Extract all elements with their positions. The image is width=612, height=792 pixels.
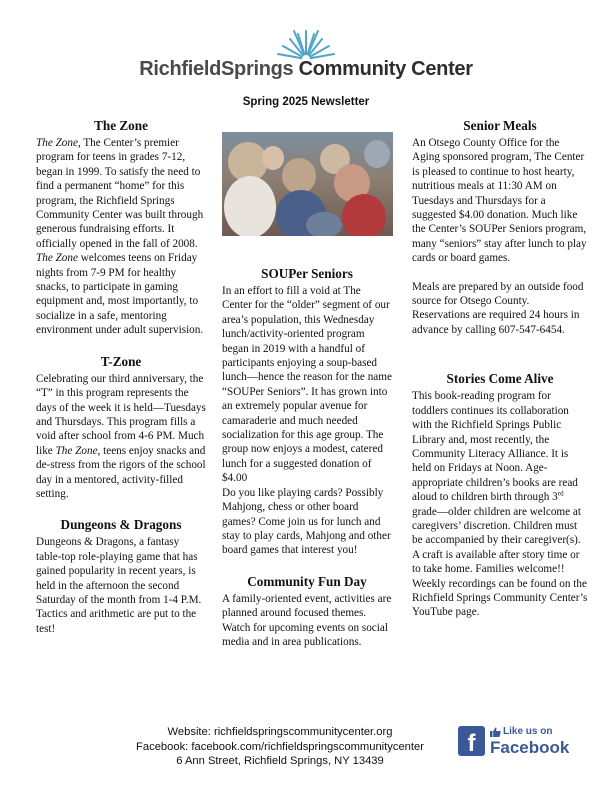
stories-text-part2: grade—older children are welcome at caregivers’ discretion. Children must be accompanied by their caregiver(s). A craft is available after story time or to take home. Families welcome!! Weekly recordings can be found on the Richfield Springs Community Center’s YouTube page. — [412, 505, 588, 619]
stories-come-alive-heading: Stories Come Alive — [446, 371, 554, 387]
footer-facebook[interactable]: Facebook: facebook.com/richfieldspringscommunitycenter — [136, 740, 424, 753]
column-right — [412, 118, 588, 620]
the-zone-text-part1: , The Center’s premier program for teens in grades 7-12, began in 1999. To satisfy the need to find a permanent “home” for this program, the Richfield Springs Community Center was built through generous fundraising efforts. It officially opened in the fall of 2008. — [36, 137, 204, 250]
stories-text-part1: This book-reading program for toddlers continues its collaboration with the Richfield Springs Public Library and, most recently, the Community Literacy Alliance. It is held on Fridays at Noon. Age-appropriate children’s books are read aloud to children birth through 3 — [412, 390, 578, 504]
t-zone-text-part1: Celebrating our third anniversary, the “T” in this program represents the days of the week it is held—Tuesdays and Thursdays. This program fills a void after school from 4-6 PM. Much like — [36, 372, 206, 457]
logo-part2: Community Center — [298, 58, 473, 80]
header — [0, 28, 612, 88]
community-fun-day-text: A family-oriented event, activities are planned around focused themes. Watch for upcoming events on social media and in area publications. — [222, 592, 392, 648]
souper-seniors-text: In an effort to fill a void at The Center for the “older” segment of our area’s population, this Wednesday lunch/activity-oriented program began in 2019 with a handful of participants enjoying a soup-based lunch—hence the reason for the name “SOUPer Seniors”. It has grown into an extremely popular avenue for camaraderie and much needed socialization for this age group. The group now enjoys a modest, catered lunch for a suggested donation of $4.00 — [222, 285, 392, 485]
facebook-like-badge[interactable] — [458, 724, 570, 758]
footer-contact — [90, 725, 470, 769]
column-middle — [222, 132, 392, 649]
thumbs-up-icon — [490, 727, 501, 737]
footer-address: 6 Ann Street, Richfield Springs, NY 13439 — [176, 755, 384, 768]
newsletter-subtitle: Spring 2025 Newsletter — [242, 96, 370, 108]
logo-wordmark — [0, 58, 612, 81]
t-zone-emphasis: The Zone — [55, 444, 98, 457]
dungeons-dragons-text: Dungeons & Dragons, a fantasy table-top role-playing game that has gained popularity in recent years, is held in the afternoon the second Saturday of the month from 1-4 P.M. Tactics and arithmetic are put to the test! — [36, 536, 202, 635]
stories-superscript: rd — [557, 489, 564, 498]
seniors-group-photo — [222, 132, 393, 236]
facebook-brand-text: Facebook — [490, 737, 570, 757]
the-zone-heading: The Zone — [94, 118, 148, 133]
dungeons-dragons-heading: Dungeons & Dragons — [60, 517, 182, 533]
t-zone-text-part2: , teens enjoy snacks and de-stress from the rigors of the school day in a mentored, activity-filled setting. — [36, 444, 206, 500]
facebook-like-text: Like us on — [503, 725, 553, 737]
logo-part1: RichfieldSprings — [139, 58, 294, 80]
senior-meals-text: An Otsego County Office for the Aging sponsored program, The Center is pleased to continue to host hearty, nutritious meals at 11:30 AM on Tuesdays and Thursdays for a suggested $4.00 donation. Much like the Center’s SOUPer Seniors program, many “seniors” stay after lunch to play cards or board games. — [412, 137, 587, 265]
facebook-f-icon: f — [458, 726, 485, 756]
senior-meals-text-2: Meals are prepared by an outside food source for Otsego County. Reservations are required 24 hours in advance by calling 607-547-6454. — [412, 280, 584, 336]
t-zone-heading: T-Zone — [100, 353, 142, 369]
t-zone-text — [36, 372, 206, 502]
souper-seniors-text-2: Do you like playing cards? Possibly Mahjong, chess or other board games? Come join us for lunch and stay to play cards, Mahjong and other board games that interest you! — [222, 486, 391, 557]
column-left — [36, 118, 206, 636]
the-zone-text-part2: welcomes teens on Friday nights from 7-9 PM for healthy snacks, to participate in gaming equipment and, most importantly, to socialize in a safe, mentoring environment under adult supervision. — [36, 252, 204, 337]
the-zone-emphasis: The Zone — [36, 137, 78, 149]
the-zone-emphasis-2: The Zone — [36, 252, 78, 265]
facebook-like-label — [490, 727, 569, 737]
footer-website[interactable]: Website: richfieldspringscommunitycenter.org — [167, 726, 393, 738]
stories-come-alive-text — [412, 389, 588, 620]
souper-seniors-heading: SOUPer Seniors — [261, 266, 353, 281]
logo-burst-icon — [272, 28, 340, 62]
senior-meals-heading: Senior Meals — [463, 118, 537, 133]
community-fun-day-heading: Community Fun Day — [247, 573, 367, 589]
the-zone-text — [36, 136, 206, 338]
